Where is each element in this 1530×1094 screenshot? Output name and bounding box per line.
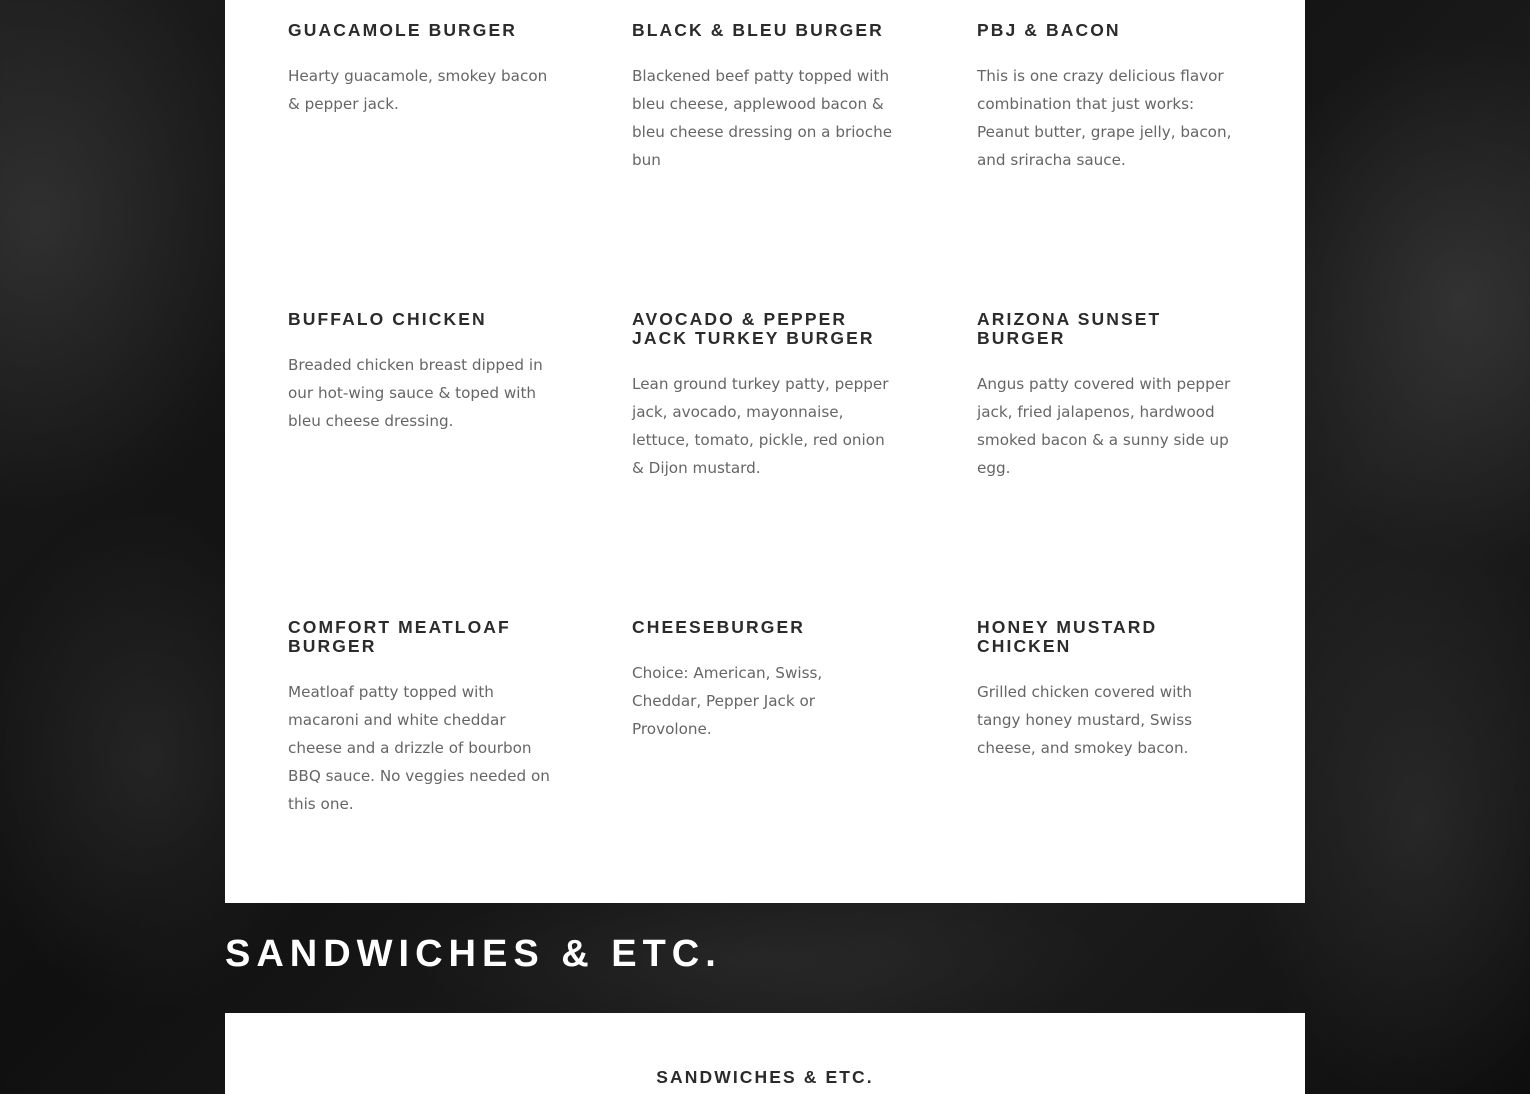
menu-item-buffalo-chicken [288, 310, 550, 435]
menu-item-cheeseburger [632, 618, 894, 743]
menu-item-description: Choice: American, Swiss, Cheddar, Pepper Jack or Provolone. [632, 664, 823, 738]
menu-item-title: COMFORT MEATLOAF BURGER [288, 617, 511, 656]
menu-panel-sandwiches [225, 1013, 1305, 1094]
menu-item-description: Grilled chicken covered with tangy honey mustard, Swiss cheese, and smokey bacon. [977, 683, 1193, 757]
menu-panel-burgers [225, 0, 1305, 903]
menu-item-description: Breaded chicken breast dipped in our hot-wing sauce & toped with bleu cheese dressing. [288, 356, 543, 430]
menu-item-honey-mustard-chicken [977, 618, 1239, 762]
menu-item-pbj-bacon [977, 21, 1239, 174]
menu-item-title: AVOCADO & PEPPER JACK TURKEY BURGER [632, 309, 875, 348]
menu-item-description: Blackened beef patty topped with bleu cheese, applewood bacon & bleu cheese dressing on a brioche bun [632, 67, 893, 169]
menu-item-title: BUFFALO CHICKEN [288, 309, 487, 329]
menu-item-guacamole-burger [288, 21, 550, 118]
menu-item-description: This is one crazy delicious flavor combination that just works: Peanut butter, grape jelly, bacon, and sriracha sauce. [977, 67, 1232, 169]
menu-item-title: HONEY MUSTARD CHICKEN [977, 617, 1158, 656]
section-subheading-sandwiches: SANDWICHES & ETC. [656, 1067, 874, 1087]
menu-item-comfort-meatloaf-burger [288, 618, 550, 818]
menu-item-title: CHEESEBURGER [632, 617, 806, 637]
menu-item-description: Lean ground turkey patty, pepper jack, avocado, mayonnaise, lettuce, tomato, pickle, red onion & Dijon mustard. [632, 375, 889, 477]
menu-item-avocado-turkey-burger [632, 310, 894, 482]
menu-item-title: PBJ & BACON [977, 20, 1121, 40]
menu-item-description: Hearty guacamole, smokey bacon & pepper jack. [288, 67, 548, 113]
menu-item-arizona-sunset-burger [977, 310, 1239, 482]
menu-item-description: Meatloaf patty topped with macaroni and white cheddar cheese and a drizzle of bourbon BBQ sauce. No veggies needed on this one. [288, 683, 550, 813]
menu-item-description: Angus patty covered with pepper jack, fried jalapenos, hardwood smoked bacon & a sunny side up egg. [977, 375, 1231, 477]
section-heading-sandwiches: SANDWICHES & ETC. [225, 933, 722, 975]
menu-item-black-bleu-burger [632, 21, 894, 174]
menu-item-title: BLACK & BLEU BURGER [632, 20, 884, 40]
menu-item-title: GUACAMOLE BURGER [288, 20, 518, 40]
menu-item-title: ARIZONA SUNSET BURGER [977, 309, 1162, 348]
